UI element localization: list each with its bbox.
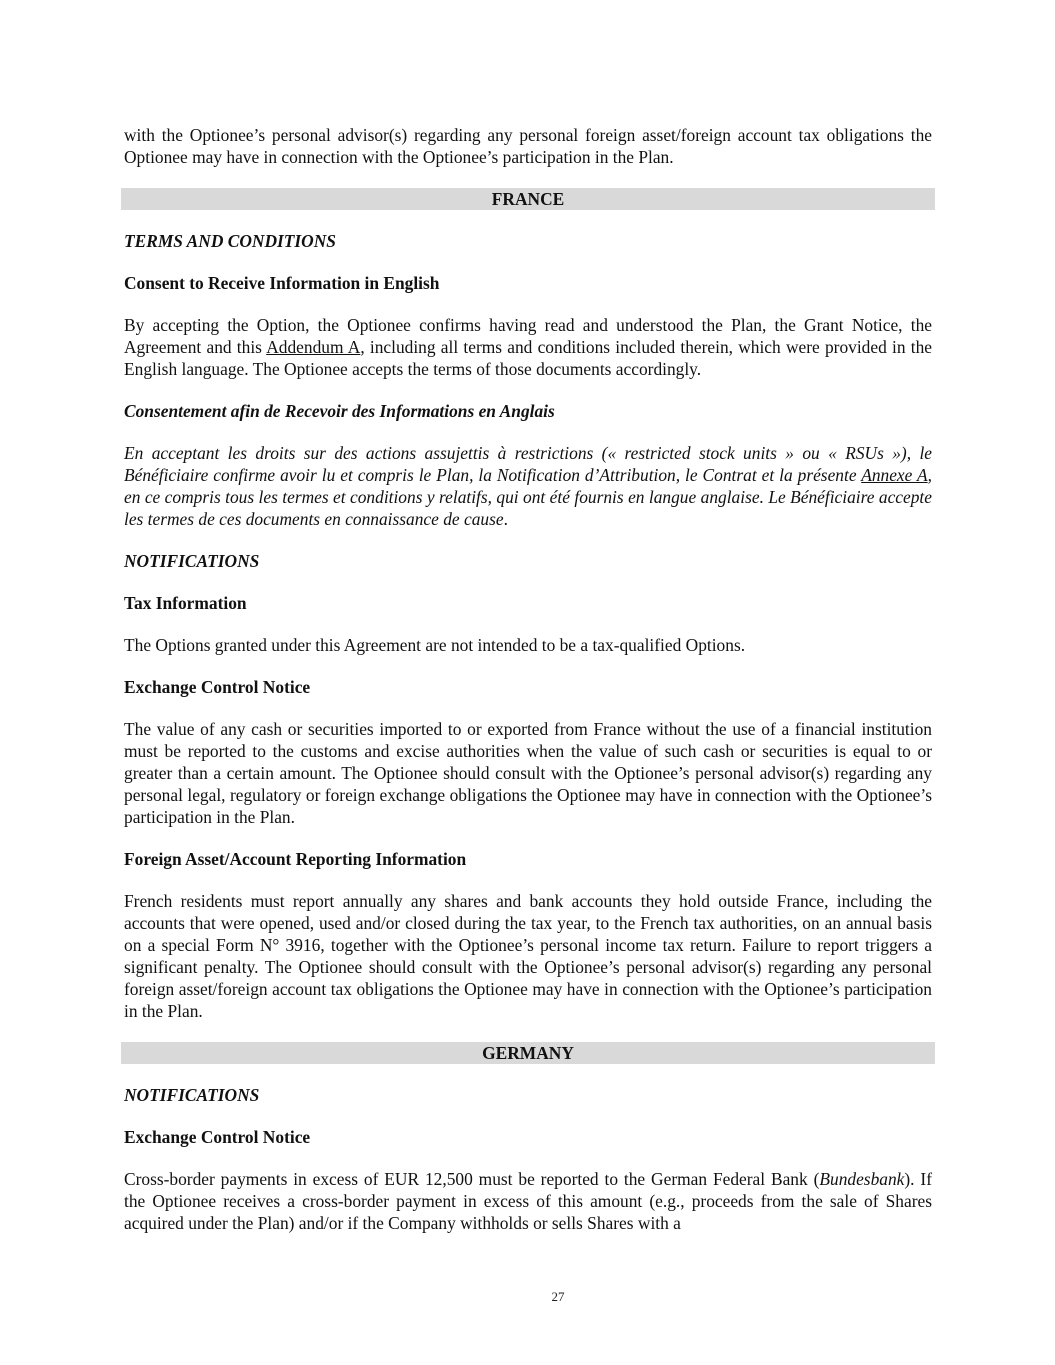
germany-exchange-heading: Exchange Control Notice [124,1127,311,1147]
consent-fr-heading: Consentement afin de Recevoir des Informations en Anglais [124,401,555,421]
section-header-germany: GERMANY [121,1042,935,1064]
germany-notifications-heading: NOTIFICATIONS [124,1085,260,1105]
consent-paragraph: By accepting the Option, the Optionee confirms having read and understood the Plan, the Grant Notice, the Agreement and this Addendum A, including all terms and conditions included therein, which were provided in the English language. The Optionee accepts the terms of those documents accordingly. [124,315,932,379]
intro-paragraph: with the Optionee’s personal advisor(s) regarding any personal foreign asset/foreign account tax obligations the Optionee may have in connection with the Optionee’s participation in the Plan. [124,125,932,167]
document-page [124,124,932,1254]
addendum-a-reference: Addendum A [266,337,361,357]
tax-info-paragraph: The Options granted under this Agreement are not intended to be a tax-qualified Options. [124,635,746,655]
foreign-asset-paragraph: French residents must report annually any shares and bank accounts they hold outside France, including the accounts that were opened, used and/or closed during the tax year, to the French tax authorities, on an annual basis on a special Form N° 3916, together with the Optionee’s personal income tax return. Failure to report triggers a significant penalty. The Optionee should consult with the Optionee’s personal advisor(s) regarding any personal foreign asset/foreign account tax obligations the Optionee may have in connection with the Optionee’s participation in the Plan. [124,891,932,1021]
germany-exchange-paragraph: Cross-border payments in excess of EUR 12,500 must be reported to the German Federal Bank (Bundesbank). If the Optionee receives a cross-border payment in excess of this amount (e.g., proceeds from the sale of Shares acquired under the Plan) and/or if the Company withholds or sells Shares with a [124,1169,932,1233]
section-header-france: FRANCE [121,188,935,210]
consent-heading: Consent to Receive Information in English [124,273,440,293]
france-terms-heading: TERMS AND CONDITIONS [124,231,336,251]
france-exchange-paragraph: The value of any cash or securities imported to or exported from France without the use of a financial institution must be reported to the customs and excise authorities when the value of such cash or securities is equal to or greater than a certain amount. The Optionee should consult with the Optionee’s personal advisor(s) regarding any personal legal, regulatory or foreign exchange obligations the Optionee may have in connection with the Optionee’s participation in the Plan. [124,719,932,827]
foreign-asset-heading: Foreign Asset/Account Reporting Information [124,849,467,869]
france-notifications-heading: NOTIFICATIONS [124,551,260,571]
annexe-a-reference: Annexe A [861,465,928,485]
page-number: 27 [551,1289,565,1304]
france-exchange-heading: Exchange Control Notice [124,677,311,697]
consent-fr-paragraph: En acceptant les droits sur des actions assujettis à restrictions (« restricted stock units » ou « RSUs »), le Bénéficiaire confirme avoir lu et compris le Plan, la Notification d’Attribution, le Contrat et la présente Annexe A, en ce compris tous les termes et conditions y relatifs, qui ont été fournis en langue anglaise. Le Bénéficiaire accepte les termes de ces documents en connaissance de cause. [124,443,932,529]
tax-info-heading: Tax Information [124,593,247,613]
